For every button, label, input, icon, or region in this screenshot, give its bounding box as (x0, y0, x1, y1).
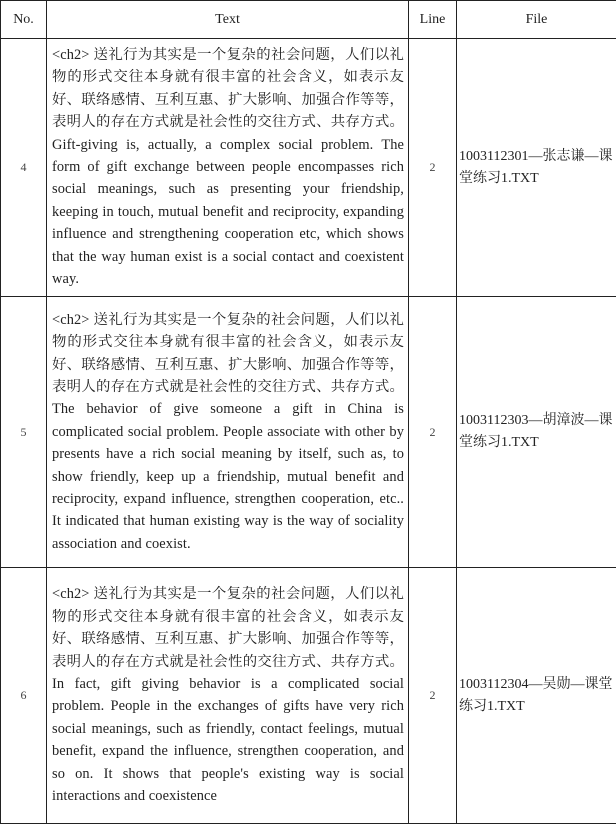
table-row (1, 568, 616, 824)
row-text (47, 39, 409, 297)
row-text-content: <ch2> 送礼行为其实是一个复杂的社会问题，人们以礼物的形式交往本身就有很丰富的社会含义，如表示友好、联络感情、互利互惠、扩大影响、加强合作等等，表明人的存在方式就是社会性的交往方式、共存方式。The behavior of give someone a gift in China is complicated social problem. People associate with other by presents have a rich social meaning by itself, such as, to show friendly, keep up a friendship, mutual benefit and reciprocity, expand influence, strengthen cooperation, etc.. It indicated that human existing way is the way of sociality association and coexist. (52, 309, 404, 555)
row-text (47, 297, 409, 568)
header-text: Text (47, 1, 409, 39)
row-line: 2 (409, 39, 457, 297)
row-line: 2 (409, 297, 457, 568)
row-number: 6 (1, 568, 47, 824)
row-text-content: <ch2> 送礼行为其实是一个复杂的社会问题，人们以礼物的形式交往本身就有很丰富的社会含义，如表示友好、联络感情、互利互惠、扩大影响、加强合作等等，表明人的存在方式就是社会性的交往方式、共存方式。Gift-giving is, actually, a complex social problem. The form of gift exchange between people encompasses rich social meanings, such as presenting your friendship, keeping in touch, mutual benefit and reciprocity, expanding influence and strengthening cooperation etc, which shows that the way human exist is a social contact and coexistent way. (52, 44, 404, 290)
row-line: 2 (409, 568, 457, 824)
row-number: 4 (1, 39, 47, 297)
row-file: 1003112303—胡漳波—课堂练习1.TXT (457, 297, 616, 568)
header-line: Line (409, 1, 457, 39)
row-number: 5 (1, 297, 47, 568)
row-text-content: <ch2> 送礼行为其实是一个复杂的社会问题，人们以礼物的形式交往本身就有很丰富的社会含义，如表示友好、联络感情、互利互惠、扩大影响、加强合作等等，表明人的存在方式就是社会性的交往方式、共存方式。In fact, gift giving behavior is a complicated social problem. People in the exchanges of gifts have very rich social meanings, such as friendly, contact feelings, mutual benefit, expand the influence, strengthen cooperation, and so on. It shows that people's existing way is social interactions and coexistence (52, 583, 404, 807)
header-no: No. (1, 1, 47, 39)
table-row (1, 297, 616, 568)
header-row (1, 1, 616, 39)
row-file: 1003112301—张志谦—课堂练习1.TXT (457, 39, 616, 297)
table-row (1, 39, 616, 297)
row-file: 1003112304—吴勋—课堂练习1.TXT (457, 568, 616, 824)
row-text (47, 568, 409, 824)
header-file: File (457, 1, 616, 39)
